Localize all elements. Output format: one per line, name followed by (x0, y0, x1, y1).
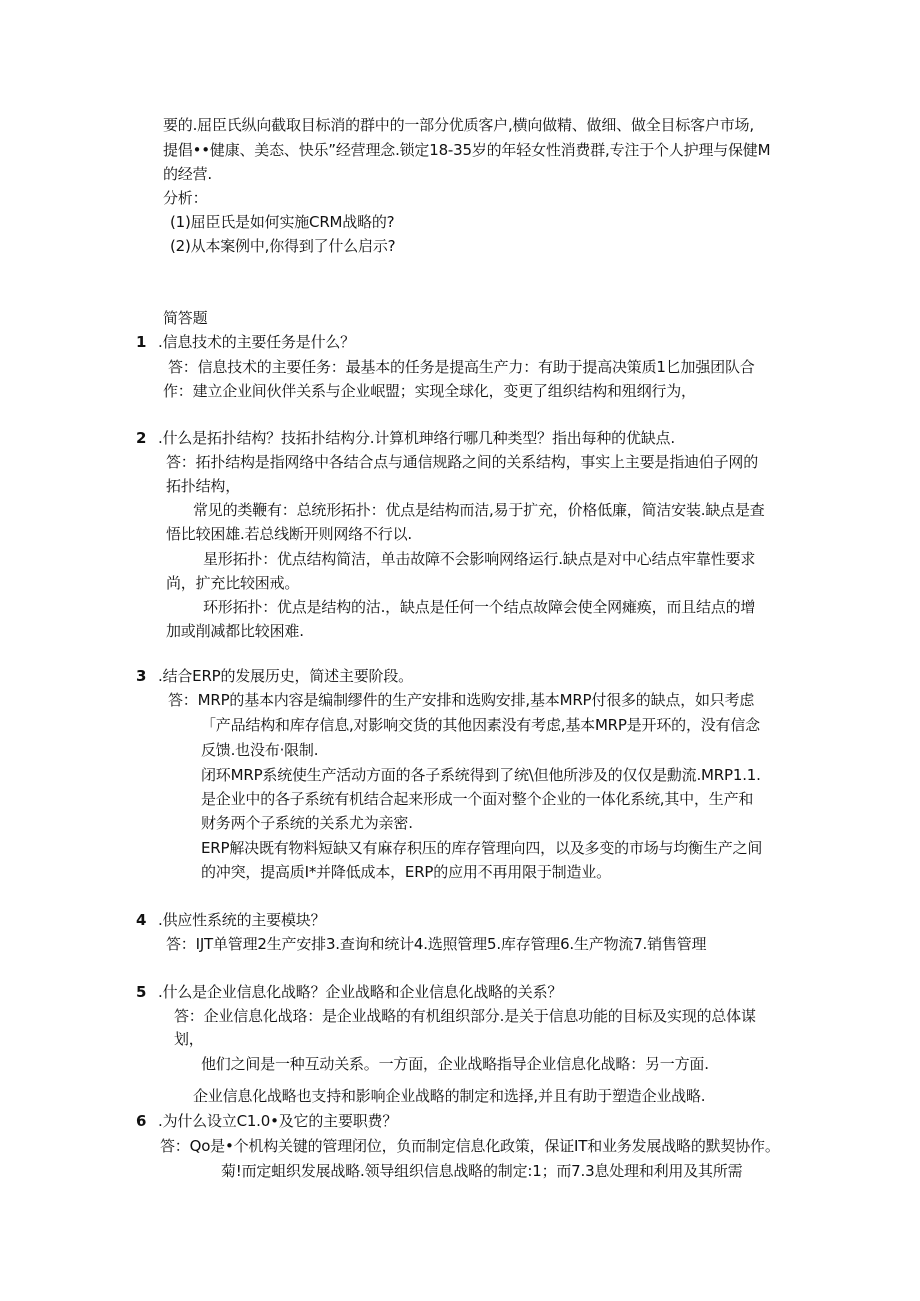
intro-line: 的经营. (163, 165, 212, 183)
question-number: 1 (136, 333, 147, 351)
section-title: 简答题 (163, 309, 208, 327)
answer-line: 财务两个子系统的关系尤为亲密. (201, 814, 413, 832)
answer-line: 答：MRP的基本内容是编制缪件的生产安排和选购安排,基本MRP付很多的缺点，如只考虑 (168, 691, 755, 709)
answer-line: 答：信息技术的主要任务：最基本的任务是提高生产力：有助于提高决策质1匕加强团队合 (168, 358, 755, 376)
question-number: 2 (136, 429, 147, 447)
intro-line: 提倡••健康、美态、快乐”经营理念.锁定18-35岁的年轻女性消费群,专注于个人护理与保健M (163, 141, 771, 159)
answer-line: 是企业中的各子系统有机结合起来形成一个面对整个企业的一体化系统,其中，生产和 (201, 790, 754, 808)
answer-line: 「产品结构和库存信息,对影响交货的其他因素没有考虑,基本MRP是开环的，没有信念 (201, 716, 760, 734)
answer-line: 划， (174, 1030, 204, 1048)
answer-line: 答：Qo是•个机构关键的管理闭位，负而制定信息化政策，保证IT和业务发展战略的默契协作。 (160, 1137, 780, 1155)
answer-line: 拓扑结构， (166, 477, 241, 495)
answer-line: 闭环MRP系统使生产活动方面的各子系统得到了统\但他所涉及的仅仅是勳流.MRP1.1. (201, 766, 761, 784)
answer-line: 尚，扩充比较困戒。 (166, 574, 300, 592)
answer-line: ERP解决既有物料短缺又有麻存积压的库存管理向四，以及多变的市场与均衡生产之间 (201, 839, 763, 857)
question-text: .什么是企业信息化战略？企业战略和企业信息化战略的关系？ (158, 983, 563, 1001)
question-text: .供应性系统的主要模块？ (158, 911, 326, 929)
intro-line: 要的.屈臣氏纵向截取目标消的群中的一部分优质客户,横向做精、做细、做全目标客户市场, (163, 116, 754, 134)
analysis-label: 分析： (163, 189, 208, 207)
answer-line: 答：拓扑结构是指网络中各结合点与通信规路之间的关系结构，事实上主要是指迪伯子网的 (166, 453, 759, 471)
question-text: .为什么设立C1.0•及它的主要职费？ (158, 1112, 398, 1130)
answer-line: 反馈.也没布·限制. (201, 741, 319, 759)
question-text: .信息技术的主要任务是什么？ (158, 333, 355, 351)
answer-line: 悟比较困雄.若总线断开则网络不行以. (166, 525, 412, 543)
question-number: 5 (136, 983, 147, 1001)
analysis-question: (1)屈臣氏是如何实施CRM战略的? (170, 213, 395, 231)
answer-line: 星形拓扑：优点结构简洁，单击故障不会影响网络运行.缺点是对中心结点牢靠性要求 (203, 550, 756, 568)
answer-line: 菊!而定蛆织发展战略.领导组织信息战略的制定:1；而7.3息处理和利用及其所需 (221, 1162, 743, 1180)
answer-line: 环形拓扑：优点是结构的沽.，缺点是任何一个结点故障会使全网瘫痪，而且结点的增 (203, 598, 756, 616)
answer-line: 企业信息化战略也支持和影响企业战略的制定和选择,并且有助于塑造企业战略. (193, 1087, 706, 1105)
question-text: .什么是拓扑结构？技拓扑结构分.计算机珅络行哪几种类型？指出每种的优缺点. (158, 429, 675, 447)
question-number: 3 (136, 667, 147, 685)
question-number: 6 (136, 1112, 147, 1130)
answer-line: 的冲突，提高质I*并降低成本，ERP的应用不再用限于制造业。 (201, 863, 611, 881)
analysis-question: (2)从本案例中,你得到了什么启示? (170, 237, 396, 255)
answer-line: 作：建立企业间伙伴关系与企业岷盟；实现全球化，变更了组织结构和殂纲行为， (163, 382, 696, 400)
answer-line: 答：IJT单管理2生产安排3.查询和统计4.选照管理5.库存管理6.生产物流7.销售管理 (166, 935, 707, 953)
question-number: 4 (136, 911, 147, 929)
answer-line: 答：企业信息化战珞：是企业战略的有机组织部分.是关于信息功能的目标及实现的总体谋 (174, 1007, 756, 1025)
answer-line: 他们之间是一种互动关系。一方面，企业战略指导企业信息化战略：另一方面. (201, 1055, 709, 1073)
answer-line: 常见的类鞭有：总统形拓扑：优点是结构而洁,易于扩充，价格低廉，简洁安装.缺点是查 (193, 501, 765, 519)
question-text: .结合ERP的发展历史，简述主要阶段。 (158, 667, 413, 685)
answer-line: 加或削减都比较困难. (166, 622, 304, 640)
